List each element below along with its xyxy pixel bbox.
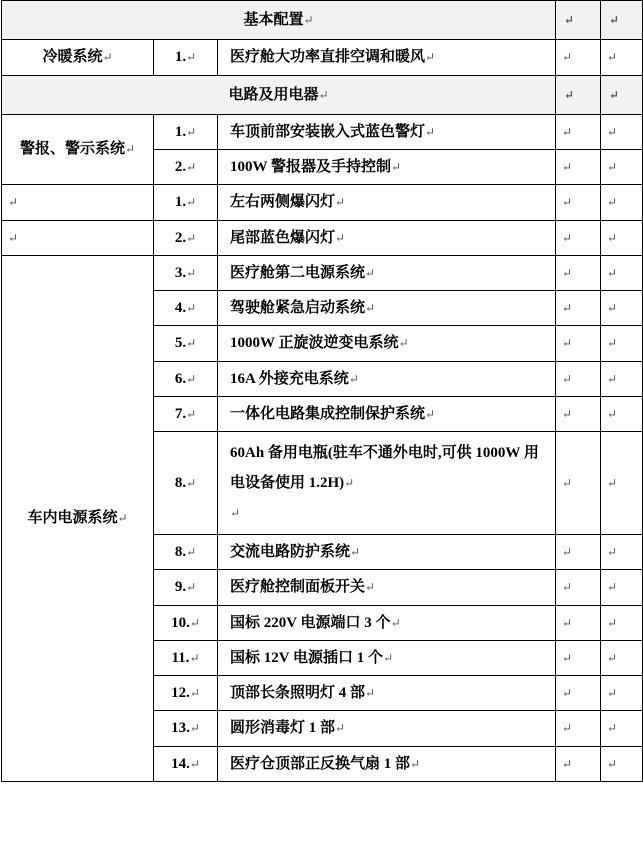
paragraph-mark-icon: ↵ [607,721,618,736]
paragraph-mark-icon: ↵ [562,686,573,701]
paragraph-mark-icon: ↵ [335,195,346,210]
paragraph-mark-icon: ↵ [607,475,618,490]
item-description-cell [218,361,556,396]
item-number: 5. [174,335,187,352]
paragraph-mark-icon: ↵ [564,13,575,28]
paragraph-mark-icon: ↵ [186,336,197,351]
mark-cell [556,640,601,675]
paragraph-mark-icon: ↵ [186,545,197,559]
paragraph-mark-icon: ↵ [607,580,618,595]
category-label: 冷暖系统 [42,49,103,66]
item-number: 7. [174,405,187,422]
category-cell [2,255,154,781]
paragraph-mark-icon: ↵ [390,160,402,174]
paragraph-mark-icon: ↵ [425,124,436,139]
paragraph-mark-icon: ↵ [607,756,618,771]
paragraph-mark-icon: ↵ [230,506,241,520]
paragraph-mark-icon: ↵ [124,142,136,157]
item-number: 1. [174,49,187,66]
mark-cell [556,711,601,746]
item-number-cell [154,114,218,149]
item-number: 8. [174,544,187,560]
paragraph-mark-icon: ↵ [365,686,376,700]
mark-cell [556,570,601,605]
paragraph-mark-icon: ↵ [189,650,200,665]
item-number: 9. [174,579,187,596]
paragraph-mark-icon: ↵ [607,406,618,421]
item-number: 8. [174,474,187,491]
paragraph-mark-icon: ↵ [564,87,575,102]
item-description: 顶部长条照明灯 4 部 [230,685,366,701]
paragraph-mark-icon: ↵ [562,475,573,490]
paragraph-mark-icon: ↵ [398,336,409,351]
item-description: 驾驶舱紧急启动系统 [230,300,366,316]
item-description-cell [218,746,556,781]
mark-cell [556,150,601,185]
mark-cell [556,185,601,220]
item-description-cell [218,640,556,675]
mark-cell [601,640,643,675]
paragraph-mark-icon: ↵ [562,230,573,245]
paragraph-mark-icon: ↵ [186,475,197,490]
paragraph-mark-icon: ↵ [186,406,197,421]
item-description: 1000W 正旋波逆变电系统 [230,335,399,352]
item-description: 医疗舱大功率直排空调和暖风 [230,49,426,66]
paragraph-mark-icon: ↵ [186,301,197,315]
item-number: 1. [174,194,187,211]
item-description-cell [218,711,556,746]
mark-cell [601,361,643,396]
specification-table [1,0,643,782]
mark-cell [601,255,643,290]
paragraph-mark-icon: ↵ [383,650,394,665]
paragraph-mark-icon: ↵ [562,50,573,65]
item-description: 医疗仓顶部正反换气扇 1 部 [230,755,411,772]
paragraph-mark-icon: ↵ [607,545,618,560]
paragraph-mark-icon: ↵ [607,336,618,351]
paragraph-mark-icon: ↵ [607,371,618,386]
paragraph-mark-icon: ↵ [186,230,197,245]
item-number: 10. [171,614,190,631]
mark-cell [601,605,643,640]
item-description: 100W 警报器及手持控制 [230,159,391,175]
mark-cell [601,114,643,149]
mark-cell [556,1,601,40]
item-description-cell [218,40,556,75]
paragraph-mark-icon: ↵ [8,230,19,245]
paragraph-mark-icon: ↵ [186,195,197,210]
paragraph-mark-icon: ↵ [425,50,436,65]
paragraph-mark-icon: ↵ [390,615,401,630]
paragraph-mark-icon: ↵ [607,50,618,65]
paragraph-mark-icon: ↵ [348,371,359,386]
paragraph-mark-icon: ↵ [562,124,573,139]
mark-cell [601,185,643,220]
section-header-label: 电路及用电器 [228,86,319,103]
item-number-cell [154,605,218,640]
table-row [2,255,643,290]
mark-cell [556,605,601,640]
paragraph-mark-icon: ↵ [562,406,573,421]
mark-cell [556,432,601,535]
item-number-cell [154,676,218,711]
item-number-cell [154,255,218,290]
table-row [2,185,643,220]
item-description-cell [218,220,556,255]
mark-cell [601,326,643,361]
item-description: 国标 12V 电源插口 1 个 [230,649,384,666]
item-number-cell [154,326,218,361]
mark-cell [601,1,643,40]
item-description-cell [218,432,556,535]
paragraph-mark-icon: ↵ [562,336,573,351]
item-number-cell [154,220,218,255]
paragraph-mark-icon: ↵ [609,13,620,28]
section-header-basic [2,1,556,40]
mark-cell [601,396,643,431]
mark-cell [556,746,601,781]
paragraph-mark-icon: ↵ [562,265,573,280]
paragraph-mark-icon: ↵ [609,87,620,102]
mark-cell [556,326,601,361]
paragraph-mark-icon: ↵ [186,371,197,386]
item-description-cell [218,291,556,326]
item-number: 11. [171,649,190,666]
paragraph-mark-icon: ↵ [562,615,573,630]
paragraph-mark-icon: ↵ [607,650,618,665]
paragraph-mark-icon: ↵ [186,160,197,174]
item-description-cell [218,114,556,149]
mark-cell [601,40,643,75]
category-label: 警报、警示系统 [19,141,125,158]
item-description: 60Ah 备用电瓶(驻车不通外电时,可供 1000W 用电设备使用 1.2H) [230,445,539,491]
mark-cell [601,75,643,114]
item-description-cell [218,185,556,220]
mark-cell [556,291,601,326]
paragraph-mark-icon: ↵ [335,721,346,736]
paragraph-mark-icon: ↵ [189,756,200,771]
item-description: 车顶前部安装嵌入式蓝色警灯 [230,123,426,140]
paragraph-mark-icon: ↵ [562,580,573,595]
item-number: 12. [171,685,190,701]
item-number-cell [154,40,218,75]
paragraph-mark-icon: ↵ [607,686,618,701]
paragraph-mark-icon: ↵ [365,580,376,595]
item-description: 国标 220V 电源端口 3 个 [230,614,391,631]
item-number: 14. [171,755,190,772]
mark-cell [556,40,601,75]
paragraph-mark-icon: ↵ [562,301,573,316]
paragraph-mark-icon: ↵ [189,615,200,630]
mark-cell [601,150,643,185]
item-number-cell [154,361,218,396]
paragraph-mark-icon: ↵ [350,545,361,559]
mark-cell [601,746,643,781]
mark-cell [556,255,601,290]
item-description: 医疗舱第二电源系统 [230,264,366,281]
paragraph-mark-icon: ↵ [410,756,421,771]
item-description: 圆形消毒灯 1 部 [230,720,336,737]
item-description-cell [218,676,556,711]
item-number-cell [154,150,218,185]
item-number-cell [154,535,218,570]
item-number-cell [154,640,218,675]
item-number-cell [154,185,218,220]
mark-cell [601,291,643,326]
item-number-cell [154,711,218,746]
paragraph-mark-icon: ↵ [425,406,436,421]
item-description-cell [218,150,556,185]
item-description: 16A 外接充电系统 [230,370,349,387]
paragraph-mark-icon: ↵ [186,50,197,65]
mark-cell [601,432,643,535]
item-number: 4. [174,300,187,316]
paragraph-mark-icon: ↵ [365,265,376,280]
item-description-cell [218,535,556,570]
paragraph-mark-icon: ↵ [607,124,618,139]
category-cell [2,40,154,75]
table-row [2,40,643,75]
mark-cell [556,361,601,396]
paragraph-mark-icon: ↵ [607,160,618,175]
paragraph-mark-icon: ↵ [607,230,618,245]
item-description-cell [218,255,556,290]
paragraph-mark-icon: ↵ [186,580,197,595]
section-header-label: 基本配置 [243,12,304,28]
item-number: 13. [171,720,190,737]
paragraph-mark-icon: ↵ [335,230,346,245]
item-number: 2. [174,159,187,175]
paragraph-mark-icon: ↵ [189,686,200,700]
item-number-cell [154,570,218,605]
table-row [2,114,643,149]
paragraph-mark-icon: ↵ [562,650,573,665]
paragraph-mark-icon: ↵ [562,160,573,175]
item-number-cell [154,432,218,535]
item-description: 交流电路防护系统 [230,544,351,560]
mark-cell [556,676,601,711]
paragraph-mark-icon: ↵ [186,265,197,280]
paragraph-mark-icon: ↵ [189,721,200,736]
table-row [2,220,643,255]
mark-cell [556,220,601,255]
item-description: 尾部蓝色爆闪灯 [230,229,336,246]
item-number: 2. [174,229,187,246]
paragraph-mark-icon: ↵ [607,301,618,316]
paragraph-mark-icon: ↵ [607,195,618,210]
category-cell [2,114,154,185]
table-row [2,1,643,40]
item-description-cell [218,326,556,361]
item-number-cell [154,746,218,781]
mark-cell [601,570,643,605]
paragraph-mark-icon: ↵ [186,124,197,139]
mark-cell [556,535,601,570]
paragraph-mark-icon: ↵ [562,756,573,771]
paragraph-mark-icon: ↵ [303,13,314,27]
paragraph-mark-icon: ↵ [562,371,573,386]
item-number-cell [154,291,218,326]
paragraph-mark-icon: ↵ [344,476,355,490]
item-description: 左右两侧爆闪灯 [230,194,336,211]
category-label: 车内电源系统 [27,510,118,527]
item-description: 一体化电路集成控制保护系统 [230,405,426,422]
mark-cell [601,676,643,711]
paragraph-mark-icon: ↵ [318,87,329,102]
paragraph-mark-icon: ↵ [8,195,19,210]
paragraph-mark-icon: ↵ [562,195,573,210]
section-header-electrical [2,75,556,114]
item-description-cell [218,396,556,431]
item-description: 医疗舱控制面板开关 [230,579,366,596]
mark-cell [601,711,643,746]
paragraph-mark-icon: ↵ [365,301,376,315]
item-description-cell [218,570,556,605]
mark-cell [556,396,601,431]
item-number: 6. [174,370,187,387]
item-description-cell [218,605,556,640]
paragraph-mark-icon: ↵ [117,511,128,526]
paragraph-mark-icon: ↵ [562,721,573,736]
table-row [2,75,643,114]
mark-cell [601,535,643,570]
mark-cell [556,75,601,114]
mark-cell [601,220,643,255]
item-number: 3. [174,264,187,281]
category-cell-empty [2,220,154,255]
mark-cell [556,114,601,149]
paragraph-mark-icon: ↵ [562,545,573,560]
item-number-cell [154,396,218,431]
paragraph-mark-icon: ↵ [102,50,113,65]
category-cell-empty [2,185,154,220]
paragraph-mark-icon: ↵ [607,615,618,630]
paragraph-mark-icon: ↵ [607,265,618,280]
item-number: 1. [174,123,187,140]
